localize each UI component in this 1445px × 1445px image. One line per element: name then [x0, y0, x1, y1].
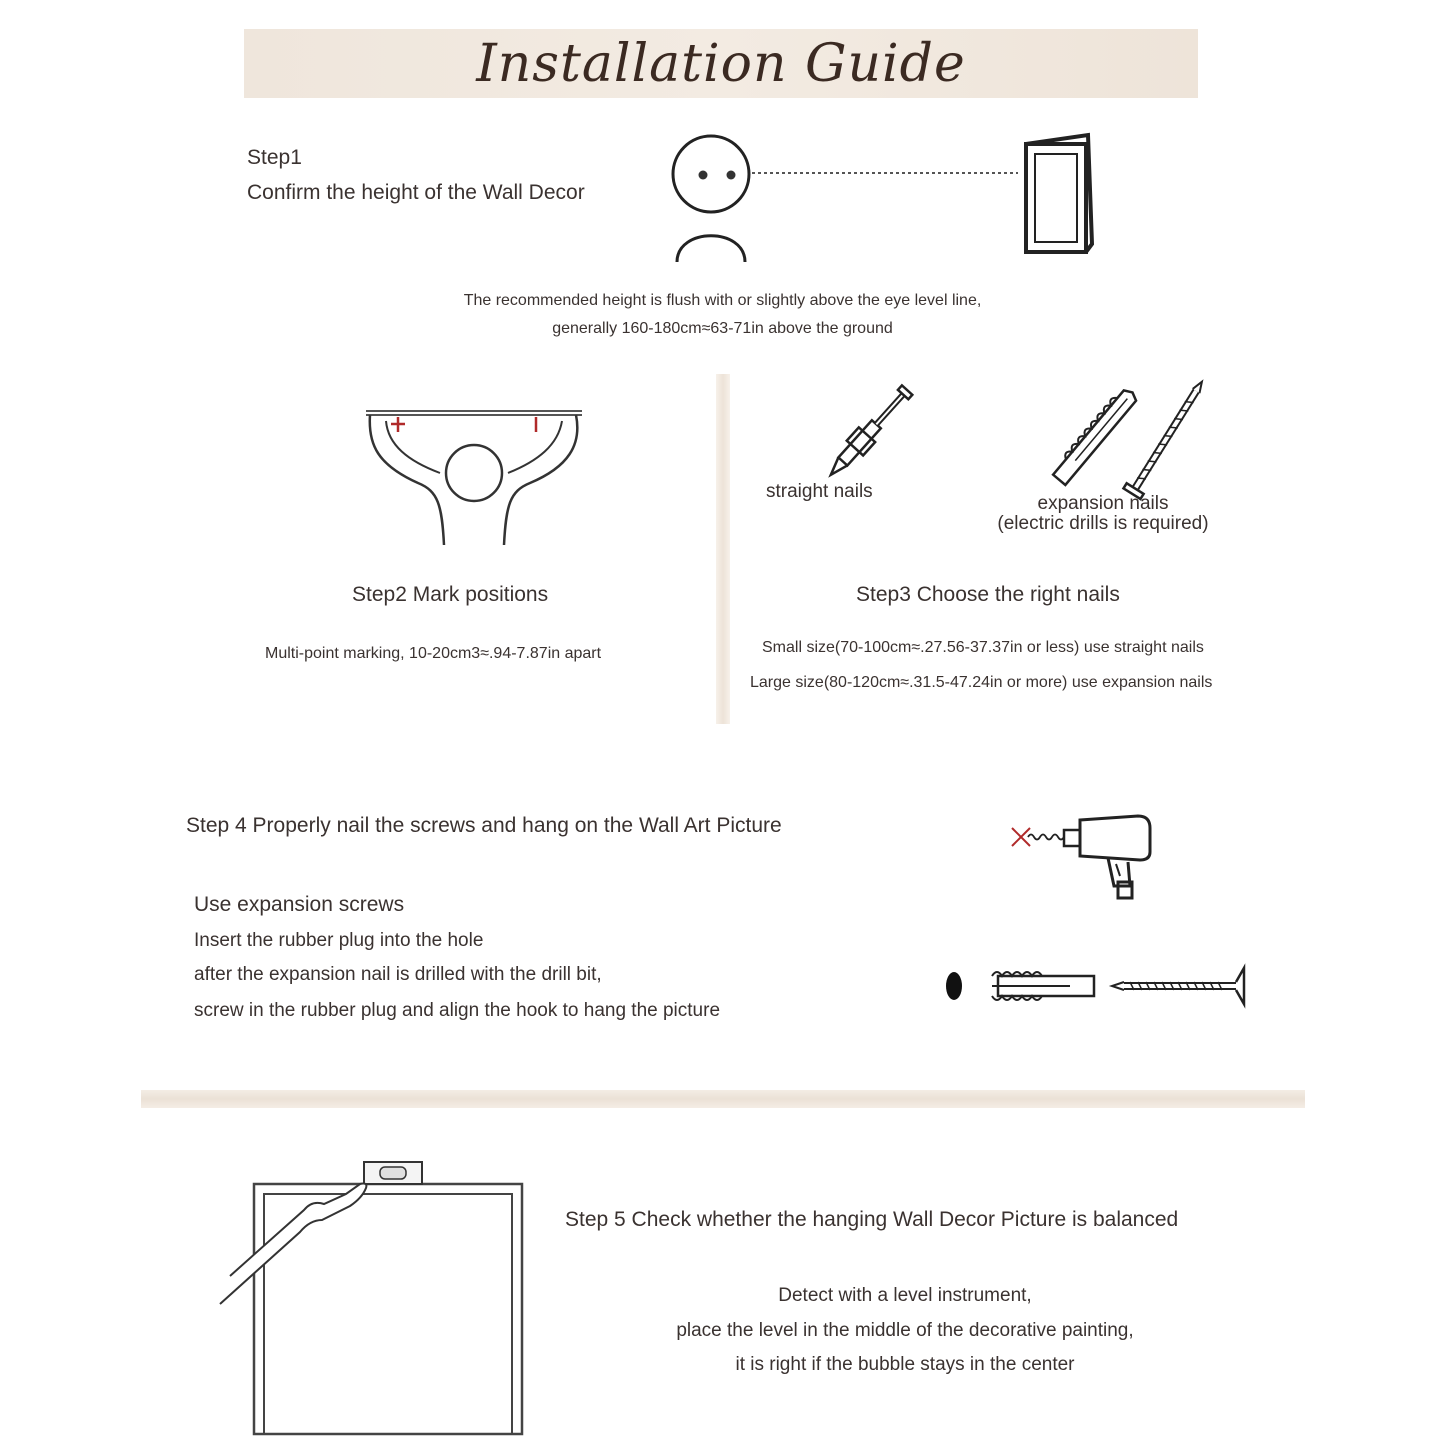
step1-title: Confirm the height of the Wall Decor [247, 181, 585, 204]
step2-title: Step2 Mark positions [352, 583, 549, 606]
step5-line1: Detect with a level instrument, [778, 1285, 1032, 1306]
step5-line3: it is right if the bubble stays in the center [735, 1354, 1075, 1375]
step1-label: Step1 [247, 146, 302, 169]
step2-note: Multi-point marking, 10-20cm3≈.94-7.87in apart [265, 645, 602, 662]
person-eye-level-icon [660, 132, 770, 264]
step4-line1: Insert the rubber plug into the hole [194, 930, 484, 951]
step1-note-line2: generally 160-180cm≈63-71in above the ground [552, 320, 893, 337]
picture-frame-icon [1018, 132, 1096, 256]
eye-level-line [752, 170, 1020, 176]
mark-positions-icon [358, 405, 590, 547]
header-banner [244, 29, 1198, 98]
expansion-nails-sublabel: (electric drills is required) [997, 513, 1209, 534]
section-divider [141, 1090, 1305, 1108]
expansion-nails-label: expansion nails [1037, 493, 1169, 514]
step3-title: Step3 Choose the right nails [856, 583, 1120, 606]
column-divider [716, 374, 730, 724]
step4-title: Step 4 Properly nail the screws and hang on the Wall Art Picture [186, 814, 782, 837]
step1-note-line1: The recommended height is flush with or slightly above the eye level line, [463, 292, 982, 309]
step4-line3: screw in the rubber plug and align the hook to hang the picture [194, 1000, 721, 1021]
straight-nails-label: straight nails [766, 481, 873, 502]
page-title: Installation Guide [476, 33, 966, 94]
expansion-nail-icon [1046, 376, 1226, 484]
step5-line2: place the level in the middle of the decorative painting, [676, 1320, 1134, 1341]
expansion-screw-parts-icon [940, 962, 1250, 1010]
step3-note-line2: Large size(80-120cm≈.31.5-47.24in or more) use expansion nails [750, 674, 1213, 691]
straight-nail-icon [818, 378, 928, 478]
step4-line2: after the expansion nail is drilled with the drill bit, [194, 964, 602, 985]
step5-title: Step 5 Check whether the hanging Wall Decor Picture is balanced [565, 1208, 1179, 1231]
electric-drill-icon [1008, 812, 1156, 904]
step4-subtitle: Use expansion screws [194, 893, 405, 916]
level-check-illustration [218, 1158, 528, 1428]
step3-note-line1: Small size(70-100cm≈.27.56-37.37in or less) use straight nails [762, 639, 1204, 656]
